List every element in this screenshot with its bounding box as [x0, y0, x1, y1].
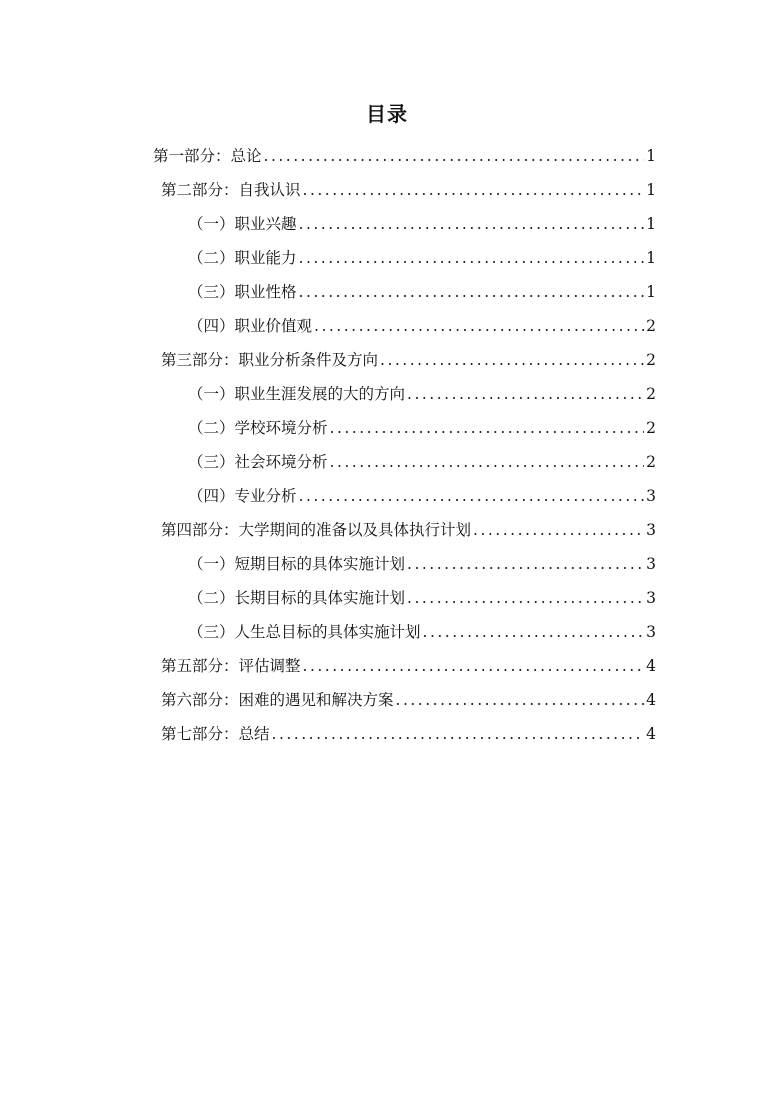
toc-entry-page: 3	[646, 521, 656, 539]
toc-entry-part-6[interactable]	[161, 687, 656, 713]
toc-entry-page: 2	[646, 385, 656, 403]
toc-title: 目录	[366, 102, 408, 126]
toc-entry-label: （三）职业性格	[188, 283, 297, 301]
toc-entry-label: 第六部分：困难的遇见和解决方案	[161, 691, 394, 709]
toc-entry-label: 第四部分：大学期间的准备以及具体执行计划	[161, 521, 472, 539]
toc-entry-4-1[interactable]	[188, 551, 656, 577]
toc-entry-part-1[interactable]	[153, 143, 656, 169]
toc-leader-dots	[473, 517, 644, 543]
toc-entry-label: （二）职业能力	[188, 249, 297, 267]
toc-entry-4-3[interactable]	[188, 619, 656, 645]
toc-entry-label: （一）职业生涯发展的大的方向	[188, 385, 406, 403]
toc-entry-label: （一）职业兴趣	[188, 215, 297, 233]
toc-leader-dots	[299, 211, 644, 237]
toc-entry-page: 4	[646, 725, 656, 743]
toc-leader-dots	[396, 687, 644, 713]
toc-entry-label: （一）短期目标的具体实施计划	[188, 555, 406, 573]
toc-leader-dots	[330, 449, 644, 475]
toc-entry-page: 1	[646, 283, 656, 301]
toc-leader-dots	[330, 415, 644, 441]
toc-entry-part-7[interactable]	[161, 721, 656, 747]
toc-entry-page: 1	[646, 249, 656, 267]
toc-entry-page: 3	[646, 555, 656, 573]
toc-entry-page: 3	[646, 589, 656, 607]
toc-entry-page: 1	[646, 181, 656, 199]
toc-entry-label: （四）职业价值观	[188, 317, 313, 335]
toc-leader-dots	[272, 721, 644, 747]
toc-entry-label: 第七部分：总结	[161, 725, 270, 743]
toc-entry-label: 第三部分：职业分析条件及方向	[161, 351, 379, 369]
toc-entry-label: （二）长期目标的具体实施计划	[188, 589, 406, 607]
toc-entry-label: （二）学校环境分析	[188, 419, 328, 437]
toc-entry-page: 2	[646, 317, 656, 335]
toc-entry-page: 4	[646, 691, 656, 709]
toc-entry-part-5[interactable]	[161, 653, 656, 679]
toc-leader-dots	[303, 177, 644, 203]
toc-leader-dots	[299, 245, 644, 271]
toc-entry-2-4[interactable]	[188, 313, 656, 339]
toc-entry-3-1[interactable]	[188, 381, 656, 407]
toc-entry-part-4[interactable]	[161, 517, 656, 543]
toc-entry-3-3[interactable]	[188, 449, 656, 475]
toc-leader-dots	[264, 143, 644, 169]
toc-entry-part-3[interactable]	[161, 347, 656, 373]
toc-leader-dots	[303, 653, 644, 679]
toc-leader-dots	[407, 381, 644, 407]
toc-entry-3-4[interactable]	[188, 483, 656, 509]
toc-entry-2-3[interactable]	[188, 279, 656, 305]
toc-entry-part-2[interactable]	[161, 177, 656, 203]
toc-entry-page: 2	[646, 419, 656, 437]
toc-entry-page: 1	[646, 215, 656, 233]
toc-entry-2-2[interactable]	[188, 245, 656, 271]
toc-leader-dots	[407, 551, 644, 577]
toc-entry-page: 4	[646, 657, 656, 675]
toc-leader-dots	[299, 483, 644, 509]
toc-entry-label: 第二部分：自我认识	[161, 181, 301, 199]
toc-entry-label: （三）人生总目标的具体实施计划	[188, 623, 421, 641]
toc-leader-dots	[407, 585, 644, 611]
toc-leader-dots	[380, 347, 644, 373]
toc-entry-label: 第一部分：总论	[153, 147, 262, 165]
toc-entry-page: 3	[646, 487, 656, 505]
toc-entry-2-1[interactable]	[188, 211, 656, 237]
toc-entry-label: （三）社会环境分析	[188, 453, 328, 471]
toc-entry-page: 3	[646, 623, 656, 641]
toc-entry-label: （四）专业分析	[188, 487, 297, 505]
toc-entry-4-2[interactable]	[188, 585, 656, 611]
toc-leader-dots	[423, 619, 644, 645]
toc-leader-dots	[299, 279, 644, 305]
toc-entry-3-2[interactable]	[188, 415, 656, 441]
toc-leader-dots	[314, 313, 644, 339]
toc-entry-label: 第五部分：评估调整	[161, 657, 301, 675]
toc-entry-page: 2	[646, 351, 656, 369]
toc-entry-page: 2	[646, 453, 656, 471]
toc-entry-page: 1	[646, 147, 656, 165]
